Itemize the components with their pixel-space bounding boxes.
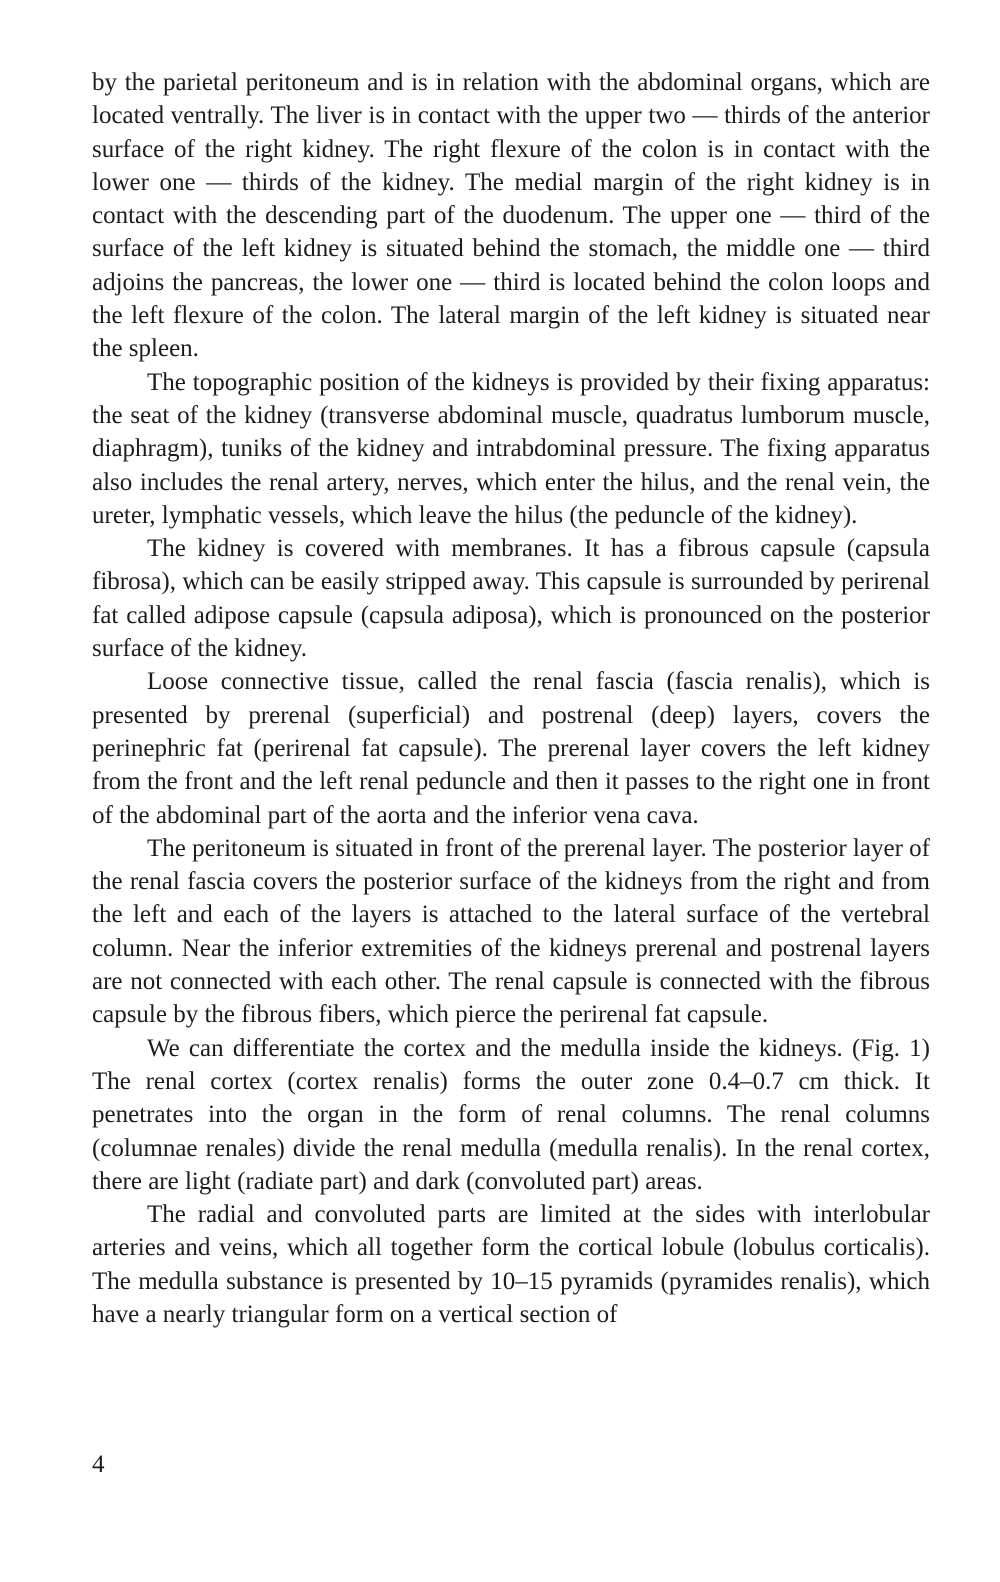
page-number: 4 bbox=[92, 1451, 105, 1478]
paragraph-renal-fascia: Loose connective tissue, called the renal fascia (fascia renalis), which is presented by prerenal (superficial) and postrenal (deep) layers, covers the perinephric fat (perirenal fat capsule). The prerenal layer covers the left kidney from the front and the left renal peduncle and then it passes to the right one in front of the abdominal part of the aorta and the inferior vena cava. bbox=[92, 668, 930, 829]
paragraph-cortical-lobule: The radial and convoluted parts are limited at the sides with interlobular arteries and veins, which all together form the cortical lobule (lobulus corticalis). The medulla substance is presented by 10–15 pyramids (pyramides renalis), which have a nearly triangular form on a vertical section of bbox=[92, 1201, 930, 1328]
paragraph-peritoneum: The peritoneum is situated in front of the prerenal layer. The posterior layer of the renal fascia covers the posterior surface of the kidneys from the right and from the left and each of the layers is attached to the lateral surface of the vertebral column. Near the inferior extremities of the kidneys prerenal and postrenal layers are not connected with each other. The renal capsule is connected with the fibrous capsule by the fibrous fibers, which pierce the perirenal fat capsule. bbox=[92, 834, 930, 1029]
page-body bbox=[92, 66, 930, 1331]
paragraph-cortex-medulla: We can differentiate the cortex and the medulla inside the kidneys. (Fig. 1) The renal cortex (cortex renalis) forms the outer zone 0.4–0.7 cm thick. It penetrates into the organ in the form of renal columns. The renal columns (columnae renales) divide the renal medulla (medulla renalis). In the renal cortex, there are light (radiate part) and dark (convoluted part) areas. bbox=[92, 1034, 930, 1195]
paragraph-continuation: by the parietal peritoneum and is in relation with the abdominal organs, which are located ventrally. The liver is in contact with the upper two — thirds of the anterior surface of the right kidney. The right flexure of the colon is in contact with the lower one — thirds of the kidney. The medial margin of the right kidney is in contact with the descending part of the duodenum. The upper one — third of the surface of the left kidney is situated behind the stomach, the middle one — third adjoins the pancreas, the lower one — third is located behind the colon loops and the left flexure of the colon. The lateral margin of the left kidney is situated near the spleen. bbox=[92, 69, 930, 363]
paragraph-topographic-position: The topographic position of the kidneys is provided by their fixing apparatus: the seat of the kidney (transverse abdominal muscle, quadratus lumborum muscle, diaphragm), tuniks of the kidney and intrabdominal pressure. The fixing apparatus also includes the renal artery, nerves, which enter the hilus, and the renal vein, the ureter, lymphatic vessels, which leave the hilus (the peduncle of the kidney). bbox=[92, 368, 930, 529]
paragraph-membranes: The kidney is covered with membranes. It has a fibrous capsule (capsula fibrosa), which can be easily stripped away. This capsule is surrounded by perirenal fat called adipose capsule (capsula adiposa), which is pronounced on the posterior surface of the kidney. bbox=[92, 535, 930, 663]
